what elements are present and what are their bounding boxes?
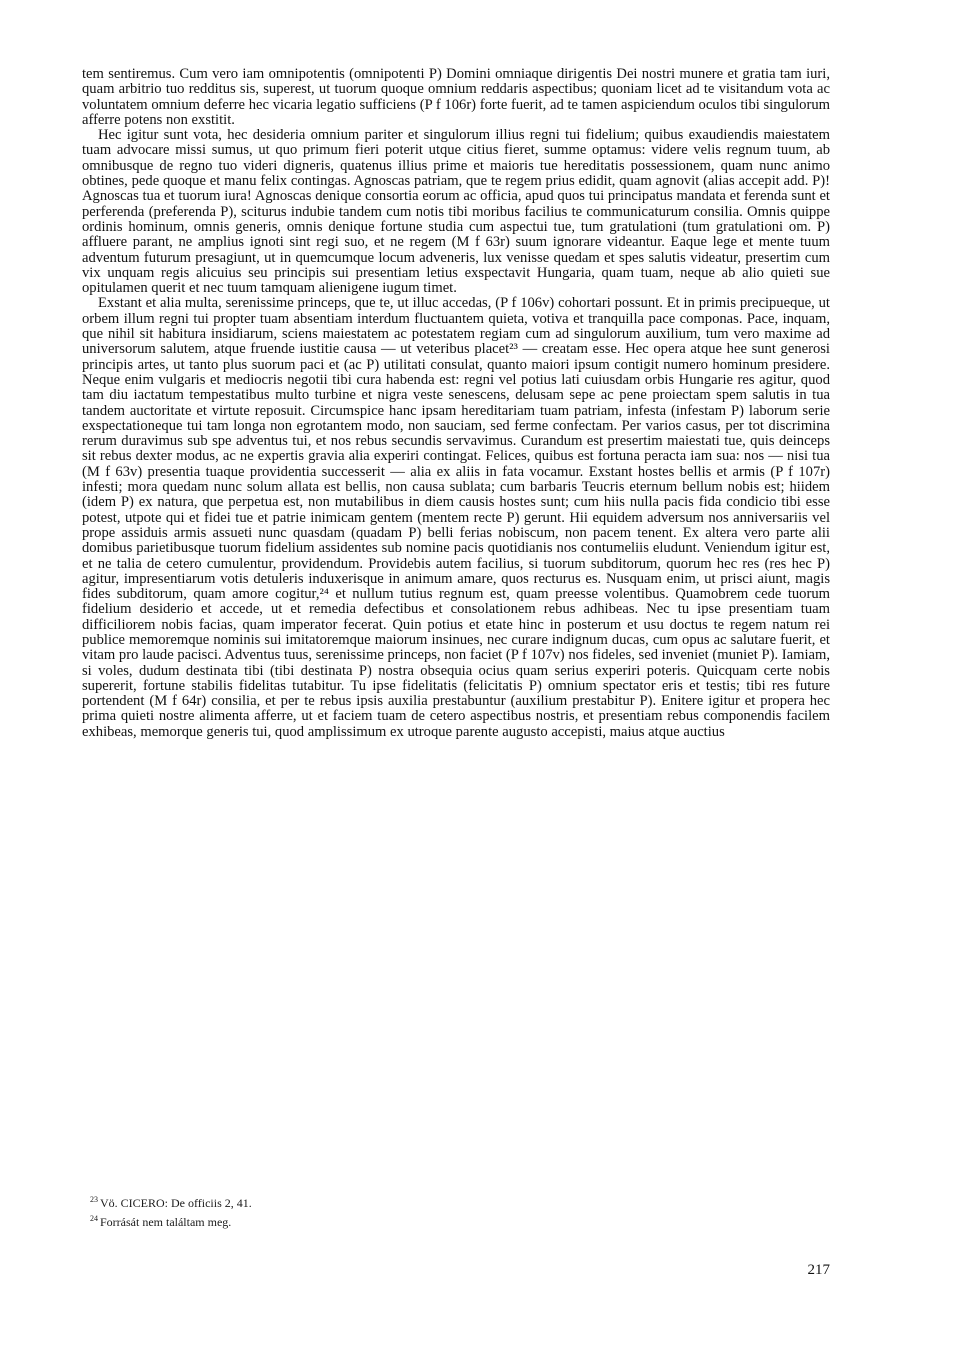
paragraph-2: Hec igitur sunt vota, hec desideria omnium pariter et singulorum illius regni tui fidelium; quibus exaudiendis maiestatem tuam advocare missi sumus, ut quo primum fieri poterit utque citius fieret, summe optamus: videre velis regnum tuum, ab omnibusque de regno tuo videri digneris, quatenus illius prime et maioris tue hereditatis possessionem, quam nunc animo obtines, pede quoque et manu felix contingas. Agnoscas patriam, que te regem prius edidit, quam agnovit (alias accepit add. P)! Agnoscas tua et tuorum iura! Agnoscas denique consortia eorum ac officia, apud quos tui principatus mandata et ferenda sunt et perferenda (preferenda P), sciturus indubie tandem cum notis tibi moribus facilius te communicaturum consilia. Omnis quippe ordinis hominum, omnis generis, omnis denique fortune studia cum aspectui tue, tum gratulationi (tum gratulationi om. P) affluere parant, ne amplius ignoti sint regi suo, et ne regem (M f 63r) suum ignorare videantur. Eaque lege et mente tuum adventum futurum presagiunt, ut in quemcumque locum adveneris, lux venisse quedam et spes salutis videatur, presertim cum vix unquam regis alicuius seu principis sui presentiam letius exspectavit Hungaria, quam tuam, neque ab alio quieti sue opitulamen querit et nec tuum tamquam alienigene iugum timet. (82, 127, 830, 297)
main-text (82, 67, 830, 740)
page-number: 217 (807, 1262, 830, 1278)
footnote-text: Vö. CICERO: De officiis 2, 41. (100, 1196, 252, 1210)
footnote-text: Forrását nem találtam meg. (100, 1215, 232, 1229)
paragraph-1: tem sentiremus. Cum vero iam omnipotentis (omnipotenti P) Domini omniaque dirigentis Dei nostri munere et gratia tam iuri, quam arbitrio tuo redditus sis, superest, ut tuorum quoque omnium reddaris aspectibus; quoniam licet ad te visitandum vota ac voluntatem omnium deferre hec vicaria legatio sufficiens (P f 106r) forte fuerit, ad te tamen aspiciendum oculos tibi singulorum afferre potens non exstitit. (82, 66, 830, 128)
footnotes (90, 1192, 690, 1230)
footnote-23 (90, 1192, 690, 1211)
footnote-mark: 23 (90, 1195, 98, 1204)
paragraph-3: Exstant et alia multa, serenissime princeps, que te, ut illuc accedas, (P f 106v) cohortari possunt. Et in primis precipueque, ut orbem illum regni tui propter tuam absentiam interdum fluctuantem quieta, votiva et tranquilla pace componas. Pace, inquam, que nihil sit habitura insidiarum, sciens maiestatem ac potestatem regiam cum ad singulorum auxilium, tum vero maxime ad universorum salutem, atque fruende iustitie causa — ut veteribus placet²³ — creatam esse. Hec opera atque hee sunt generosi principis artes, ut tanto plus suorum paci et (ac P) utilitati consulat, quanto maiori ipsum contigit numero hominum presidere. Neque enim vulgaris et mediocris negotii tibi cura habenda est: regni vel potius lati cuiusdam orbis Hungarie res agitur, quod tam diu iactatum tempestatibus multo turbine et nigra veste senescens, delusam sepe ac pene proiectam spem salutis in tua tandem auctoritate et virtute reposuit. Circumspice hanc ipsam hereditariam tuam patriam, infesta (infestam P) laborum serie exspectationeque tui tam longa non egrotantem modo, non sauciam, sed ferme confectam. Per varios casus, per tot discrimina rerum duravimus sub spe adventus tui, et nos rebus secundis servavimus. Curandum est presertim maiestati tue, quis deinceps sit rebus dexter modus, ac ne expertis gravia alia experiri contingat. Felices, quibus est fortuna peracta iam sua: nos — nisi tua (M f 63v) presentia tuaque providentia successerit — alia ex aliis in fata vocamur. Exstant hostes bellis et armis (P f 107r) infesti; mora quedam nunc solum allata est bellis, non causa sublata; cum barbaris Teucris eternum bellum nobis est; hiidem (idem P) ex natura, que perpetua est, non mutabilibus in diem causis hostes sunt; cum hiis nulla pacis fida condicio tibi esse potest, utpote qui et fidei tue et patrie inimicam gentem (mentem recte P) gerunt. Hii equidem adversum nos anniversariis vel prope assiduis armis assueti nunc quasdam (quadam P) belli ferias nobiscum, non pacem tenent. Ex altera vero parte alii domibus parietibusque tuorum fidelium assidentes sub nomine pacis quotidianis nos contumeliis eludunt. Veniendum igitur est, et ne talia de cetero cumulentur, providendum. Providebis autem facilius, si tuorum subditorum, quorum hec res (res hec P) agitur, impresentiarum votis detuleris induxerisque in animum amare, quos recturus es. Nusquam enim, ut prisci aiunt, magis fides subditorum, quam amore cogitur,²⁴ et nullum tutius regnum est, quam preesse volentibus. Quamobrem cede tuorum fidelium desiderio et accede, ut et remedia defectibus et consolationem rebus adhibeas. Nec tu ipse presentiam tuam difficiliorem nobis facias, quam imperator fecerat. Quin potius et etate hinc in posterum et usu doctus te regem natum rei publice memoremque nominis sui imitatoremque maiorum insinues, nec curare indignum ducas, cum opus ac salutare fuerit, et vitam pro laude pacisci. Adventus tuus, serenissime princeps, non faciet (P f 107v) nos fideles, sed inveniet (muniet P). Iamiam, si voles, dudum destinata tibi (tibi destinata P) nostra obsequia ocius quam serius experiri poteris. Quicquam certe nobis supererit, fortune stabilis fidelitas tutabitur. Tu ipse fidelitatis (felicitatis P) omnium spectator eris et testis; tibi res future portendent (M f 64r) consilia, et per te rebus ipsis auxilia prestabuntur (auxilium prestabitur P). Enitere igitur et propera hec prima quieti nostre alimenta afferre, ut et faciem tuam de cetero aspectibus nostris, et presentiam rebus componendis facilem exhibeas, memorque generis tui, quod amplissimum ex utroque parente augusto accepisti, maius atque auctius (82, 295, 830, 740)
footnote-mark: 24 (90, 1214, 98, 1223)
footnote-24 (90, 1211, 690, 1230)
